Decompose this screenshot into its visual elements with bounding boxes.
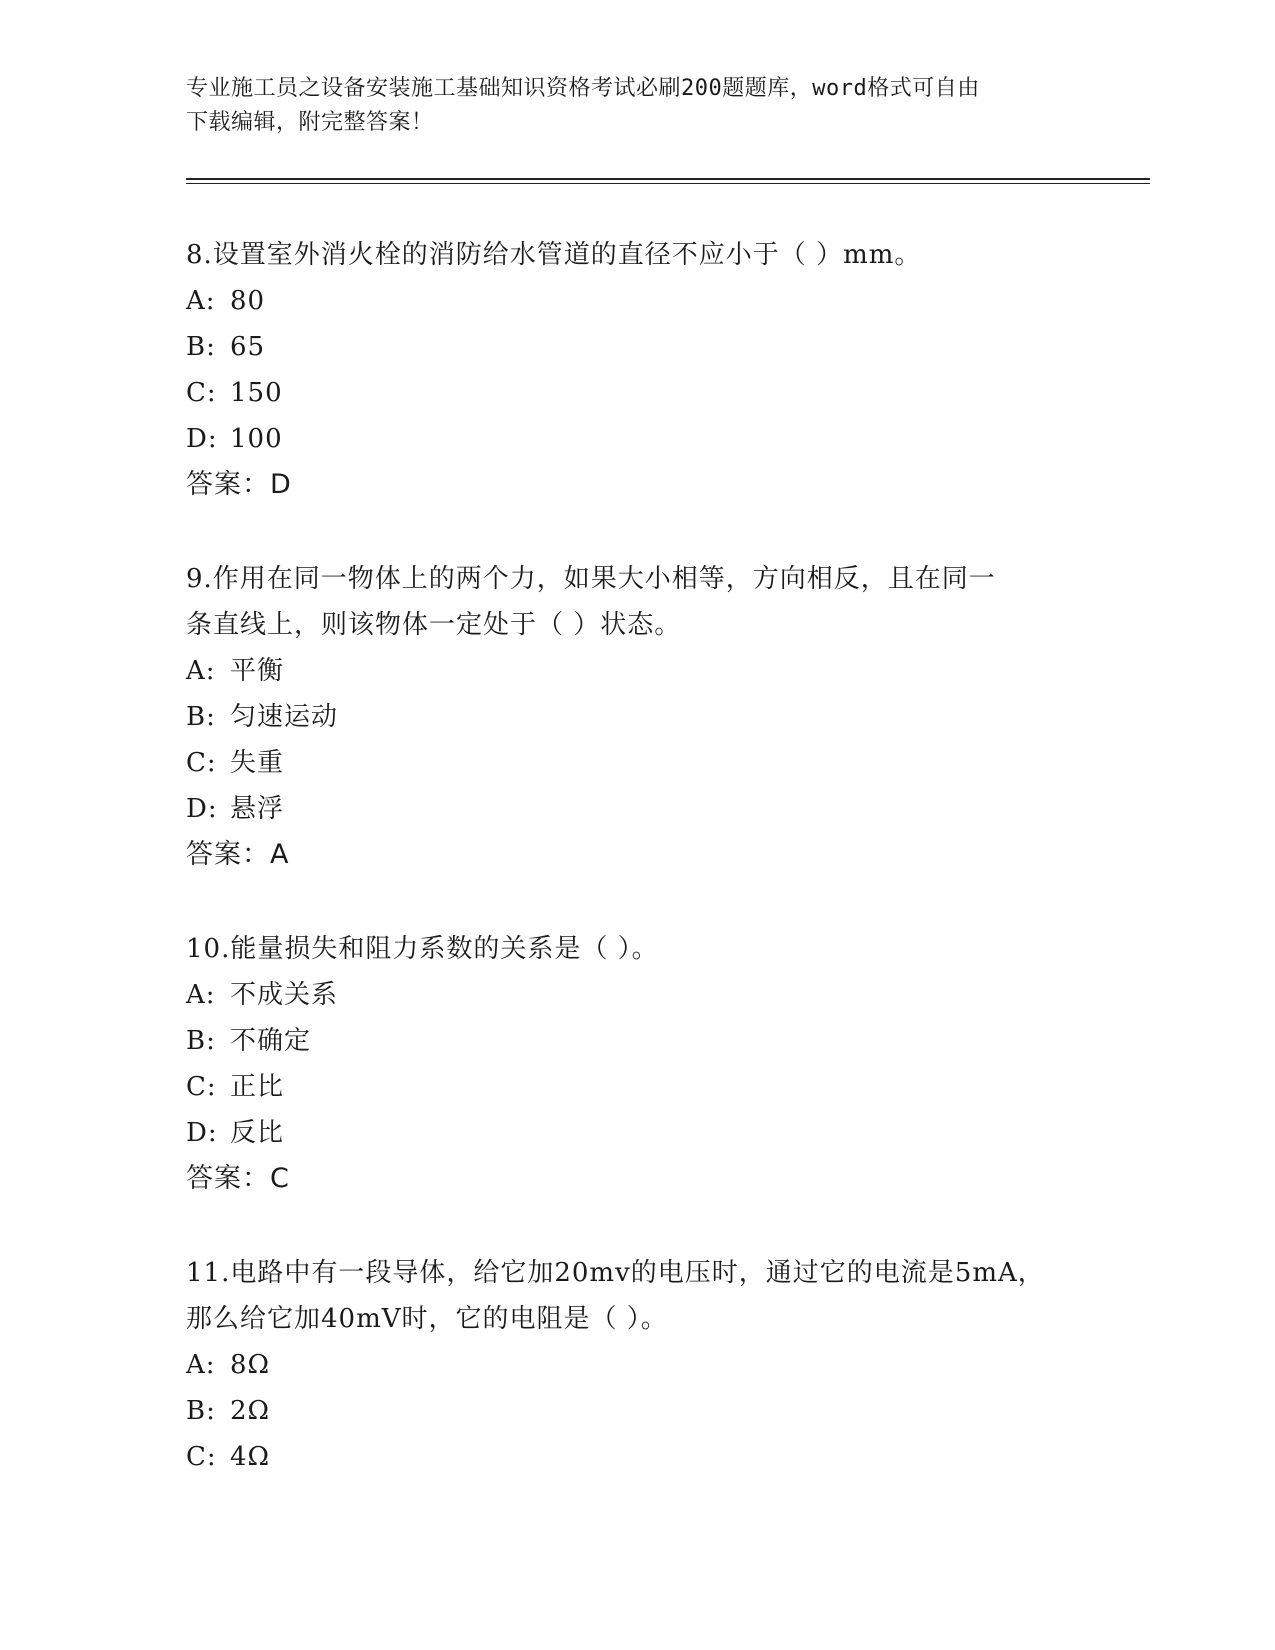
option-row — [186, 648, 1086, 694]
header-line-1: 专业施工员之设备安装施工基础知识资格考试必刷200题题库，word格式可自由 — [186, 76, 980, 101]
option-row — [186, 786, 1086, 832]
option-letter: B: — [186, 332, 216, 362]
option-row — [186, 324, 1086, 370]
option-text: 失重 — [230, 748, 285, 778]
option-letter: A: — [186, 656, 216, 686]
question-list — [186, 232, 1086, 1480]
option-letter: C: — [186, 378, 217, 408]
option-text: 80 — [230, 286, 266, 316]
option-row — [186, 1064, 1086, 1110]
option-text: 悬浮 — [230, 794, 285, 824]
option-row — [186, 278, 1086, 324]
answer-line: 答案：D — [186, 469, 292, 500]
option-text: 匀速运动 — [230, 702, 339, 732]
option-row — [186, 972, 1086, 1018]
question-block — [186, 1250, 1086, 1480]
header-line-2: 下载编辑，附完整答案！ — [186, 110, 434, 135]
option-letter: C: — [186, 1442, 217, 1472]
option-letter: D: — [186, 794, 218, 824]
question-stem: 9.作用在同一物体上的两个力，如果大小相等，方向相反，且在同一 — [186, 564, 996, 594]
question-block — [186, 556, 1086, 878]
option-text: 正比 — [230, 1072, 285, 1102]
option-letter: A: — [186, 286, 216, 316]
option-letter: C: — [186, 748, 217, 778]
option-text: 100 — [230, 424, 283, 454]
option-letter: A: — [186, 1350, 216, 1380]
option-row — [186, 1388, 1086, 1434]
option-letter: A: — [186, 980, 216, 1010]
option-row — [186, 1018, 1086, 1064]
option-letter: B: — [186, 1396, 216, 1426]
option-letter: B: — [186, 702, 216, 732]
option-text: 不确定 — [230, 1026, 312, 1056]
header-divider — [186, 178, 1150, 180]
option-text: 2Ω — [230, 1396, 271, 1426]
option-letter: D: — [186, 1118, 218, 1148]
question-stem: 11.电路中有一段导体，给它加20mv的电压时，通过它的电流是5mA， — [186, 1258, 1045, 1288]
option-row — [186, 1342, 1086, 1388]
option-row — [186, 694, 1086, 740]
option-row — [186, 740, 1086, 786]
option-row — [186, 1110, 1086, 1156]
option-row — [186, 370, 1086, 416]
option-text: 不成关系 — [230, 980, 339, 1010]
option-text: 65 — [230, 332, 266, 362]
header-divider-thin — [186, 183, 1150, 184]
question-stem: 那么给它加40mV时，它的电阻是（ ）。 — [186, 1304, 668, 1334]
option-row — [186, 1434, 1086, 1480]
option-row — [186, 416, 1086, 462]
answer-line: 答案：A — [186, 839, 290, 870]
option-letter: B: — [186, 1026, 216, 1056]
option-text: 150 — [230, 378, 283, 408]
option-text: 平衡 — [230, 656, 285, 686]
question-block — [186, 232, 1086, 508]
document-header — [186, 72, 1086, 140]
answer-line: 答案：C — [186, 1163, 290, 1194]
question-block — [186, 926, 1086, 1202]
question-stem: 8.设置室外消火栓的消防给水管道的直径不应小于（ ）mm。 — [186, 240, 922, 270]
option-text: 4Ω — [230, 1442, 271, 1472]
option-letter: D: — [186, 424, 218, 454]
option-letter: C: — [186, 1072, 217, 1102]
option-text: 反比 — [230, 1118, 285, 1148]
question-stem: 10.能量损失和阻力系数的关系是（ ）。 — [186, 934, 659, 964]
option-text: 8Ω — [230, 1350, 271, 1380]
question-stem: 条直线上，则该物体一定处于（ ）状态。 — [186, 610, 682, 640]
